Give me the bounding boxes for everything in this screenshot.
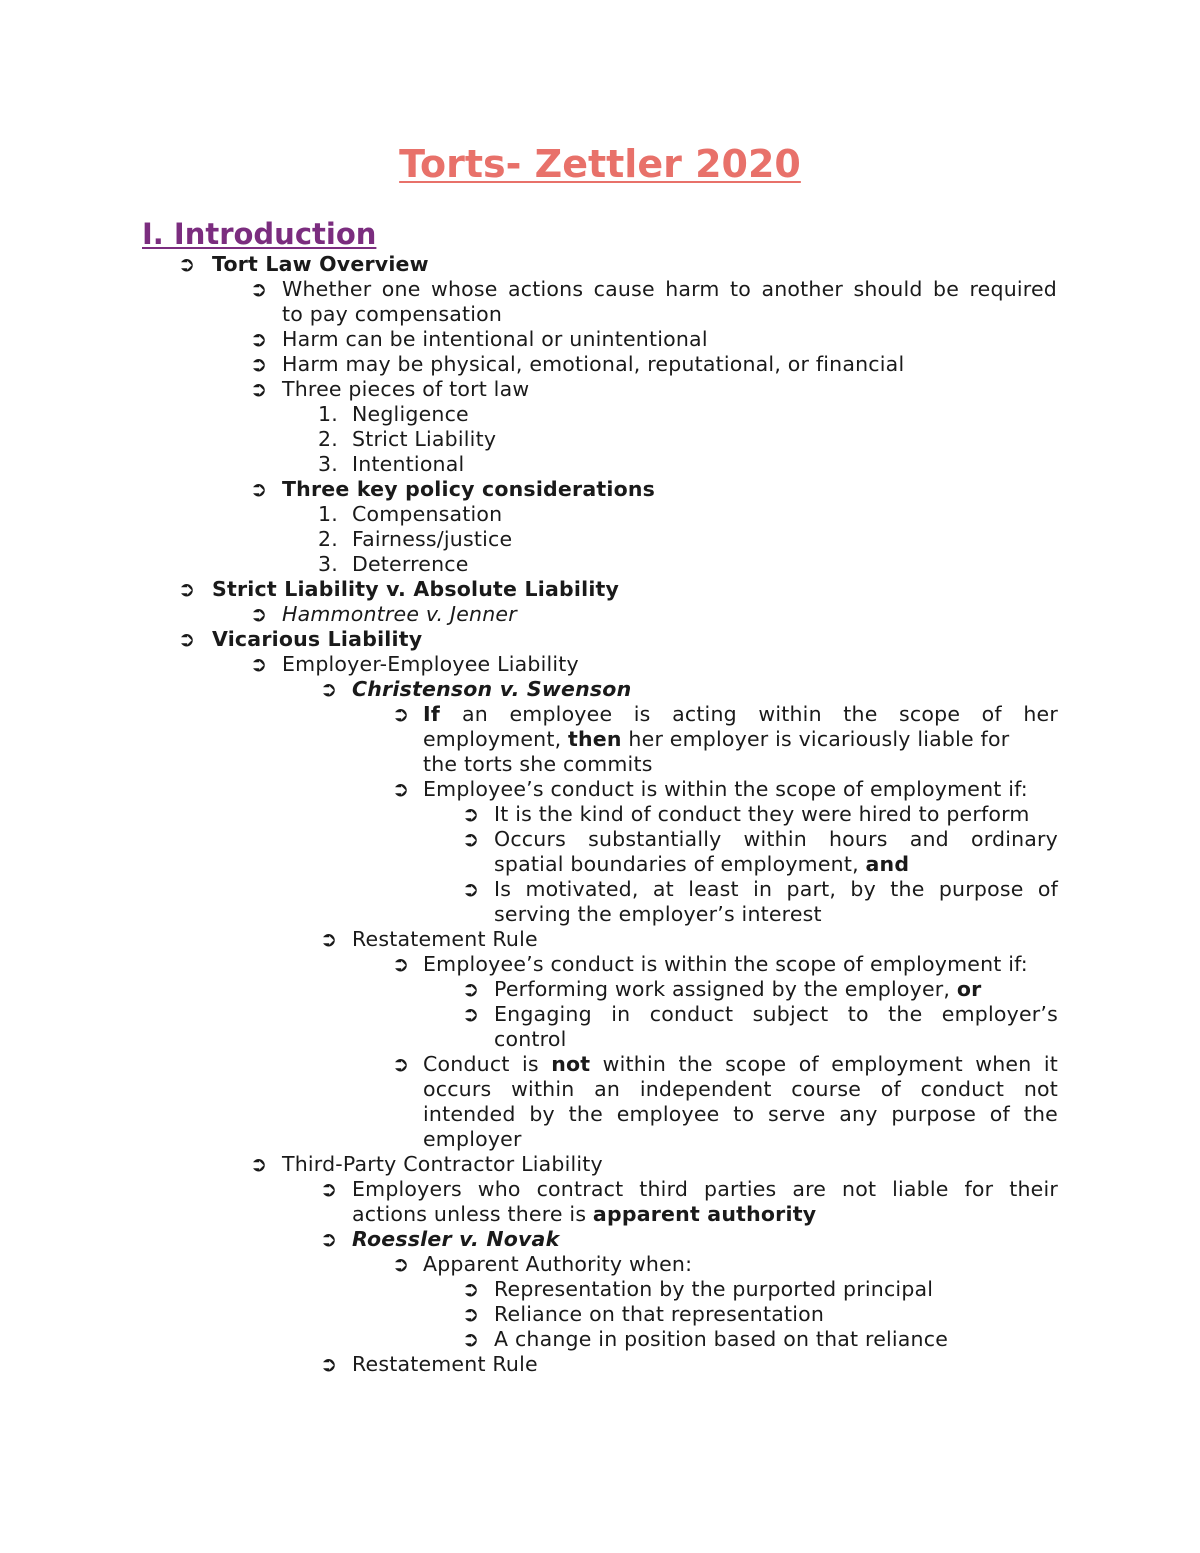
outline-text: It is the kind of conduct they were hired to perform — [494, 802, 1030, 826]
curved-arrow-bullet-icon: ➲ — [462, 1327, 480, 1351]
list-number: 2. — [318, 427, 338, 451]
outline-text: control — [494, 1027, 567, 1051]
list-item-continuation — [0, 302, 1200, 327]
curved-arrow-bullet-icon: ➲ — [392, 1252, 410, 1276]
outline-text: Reliance on that representation — [494, 1302, 825, 1326]
outline-text: Employee’s conduct is within the scope of employment if: — [423, 952, 1028, 976]
list-item — [0, 827, 1200, 852]
outline-text: serving the employer’s interest — [494, 902, 822, 926]
list-item — [0, 952, 1200, 977]
case-name: Christenson v. Swenson — [352, 677, 632, 701]
outline-text: Harm can be intentional or unintentional — [282, 327, 708, 351]
curved-arrow-bullet-icon: ➲ — [462, 877, 480, 901]
list-item-continuation — [0, 1127, 1200, 1152]
numbered-item — [0, 452, 1200, 477]
case-name: Roessler v. Novak — [352, 1227, 560, 1251]
list-item — [0, 702, 1200, 727]
list-item-continuation — [0, 752, 1200, 777]
list-item — [0, 877, 1200, 902]
numbered-item — [0, 427, 1200, 452]
list-item — [0, 1302, 1200, 1327]
curved-arrow-bullet-icon: ➲ — [250, 377, 268, 401]
list-item — [0, 602, 1200, 627]
outline-text: intended by the employee to serve any purpose of the — [423, 1102, 1058, 1126]
outline-text: Employer-Employee Liability — [282, 652, 579, 676]
list-item — [0, 777, 1200, 802]
list-item — [0, 327, 1200, 352]
curved-arrow-bullet-icon: ➲ — [250, 277, 268, 301]
curved-arrow-bullet-icon: ➲ — [320, 1352, 338, 1376]
list-item-continuation — [0, 1077, 1200, 1102]
curved-arrow-bullet-icon: ➲ — [320, 677, 338, 701]
list-number: 1. — [318, 402, 338, 426]
curved-arrow-bullet-icon: ➲ — [320, 1177, 338, 1201]
curved-arrow-bullet-icon: ➲ — [178, 577, 196, 601]
outline-text: Compensation — [352, 502, 503, 526]
outline-text: A change in position based on that reliance — [494, 1327, 949, 1351]
list-item — [0, 652, 1200, 677]
outline-text: the torts she commits — [423, 752, 653, 776]
list-number: 3. — [318, 452, 338, 476]
outline-text: Negligence — [352, 402, 469, 426]
curved-arrow-bullet-icon: ➲ — [250, 352, 268, 376]
outline-text: Tort Law Overview — [212, 252, 429, 276]
outline-text: occurs within an independent course of conduct not — [423, 1077, 1058, 1101]
list-item — [0, 252, 1200, 277]
curved-arrow-bullet-icon: ➲ — [178, 252, 196, 276]
numbered-item — [0, 502, 1200, 527]
outline-text: Performing work assigned by the employer, or — [494, 977, 982, 1001]
list-number: 1. — [318, 502, 338, 526]
outline-text: spatial boundaries of employment, and — [494, 852, 910, 876]
document-title: Torts- Zettler 2020 — [399, 142, 801, 186]
list-item — [0, 927, 1200, 952]
list-item — [0, 1052, 1200, 1077]
list-item — [0, 802, 1200, 827]
outline-text: an employee is acting within the scope of her — [462, 702, 1058, 726]
curved-arrow-bullet-icon: ➲ — [392, 952, 410, 976]
list-item — [0, 627, 1200, 652]
list-item — [0, 677, 1200, 702]
list-item-continuation — [0, 852, 1200, 877]
outline-text: Third-Party Contractor Liability — [282, 1152, 603, 1176]
curved-arrow-bullet-icon: ➲ — [250, 327, 268, 351]
curved-arrow-bullet-icon: ➲ — [392, 1052, 410, 1076]
outline-text: Three key policy considerations — [282, 477, 656, 501]
outline-text: Engaging in conduct subject to the employer’s — [494, 1002, 1058, 1026]
curved-arrow-bullet-icon: ➲ — [462, 802, 480, 826]
list-item — [0, 1177, 1200, 1202]
outline-text: Strict Liability v. Absolute Liability — [212, 577, 620, 601]
outline-list — [0, 252, 1200, 1377]
curved-arrow-bullet-icon: ➲ — [392, 777, 410, 801]
curved-arrow-bullet-icon: ➲ — [250, 652, 268, 676]
outline-text: Intentional — [352, 452, 465, 476]
list-item — [0, 477, 1200, 502]
outline-text: employer — [423, 1127, 522, 1151]
outline-text: Deterrence — [352, 552, 469, 576]
outline-text: Employee’s conduct is within the scope of employment if: — [423, 777, 1028, 801]
outline-text: to pay compensation — [282, 302, 503, 326]
list-item — [0, 1002, 1200, 1027]
curved-arrow-bullet-icon: ➲ — [250, 602, 268, 626]
list-item — [0, 1352, 1200, 1377]
list-item — [0, 377, 1200, 402]
outline-text: Fairness/justice — [352, 527, 513, 551]
outline-text: actions unless there is apparent authority — [352, 1202, 817, 1226]
list-item — [0, 1252, 1200, 1277]
curved-arrow-bullet-icon: ➲ — [462, 827, 480, 851]
outline-text: Is motivated, at least in part, by the purpose of — [494, 877, 1058, 901]
list-item — [0, 352, 1200, 377]
outline-text: Occurs substantially within hours and ordinary — [494, 827, 1058, 851]
list-item — [0, 977, 1200, 1002]
list-number: 3. — [318, 552, 338, 576]
list-item-continuation — [0, 1102, 1200, 1127]
list-item — [0, 1227, 1200, 1252]
curved-arrow-bullet-icon: ➲ — [462, 1302, 480, 1326]
outline-text: Harm may be physical, emotional, reputational, or financial — [282, 352, 905, 376]
outline-text: Three pieces of tort law — [282, 377, 530, 401]
outline-text: Restatement Rule — [352, 1352, 538, 1376]
list-item-continuation — [0, 727, 1200, 752]
case-name: Hammontree v. Jenner — [282, 602, 517, 626]
outline-text: Conduct is not within the scope of employment when it — [423, 1052, 1058, 1076]
outline-text: Strict Liability — [352, 427, 497, 451]
list-number: 2. — [318, 527, 338, 551]
curved-arrow-bullet-icon: ➲ — [462, 1002, 480, 1026]
list-item-continuation — [0, 1202, 1200, 1227]
curved-arrow-bullet-icon: ➲ — [178, 627, 196, 651]
list-item-continuation — [0, 1027, 1200, 1052]
curved-arrow-bullet-icon: ➲ — [320, 927, 338, 951]
curved-arrow-bullet-icon: ➲ — [250, 1152, 268, 1176]
curved-arrow-bullet-icon: ➲ — [250, 477, 268, 501]
list-item — [0, 1277, 1200, 1302]
list-item — [0, 577, 1200, 602]
list-item-continuation — [0, 902, 1200, 927]
outline-text: Representation by the purported principal — [494, 1277, 934, 1301]
list-item — [0, 1152, 1200, 1177]
list-item — [0, 1327, 1200, 1352]
outline-text: Apparent Authority when: — [423, 1252, 693, 1276]
numbered-item — [0, 527, 1200, 552]
outline-text: employment, then her employer is vicariously liable for — [423, 727, 1010, 751]
outline-text: Employers who contract third parties are not liable for their — [352, 1177, 1058, 1201]
outline-text: Whether one whose actions cause harm to another should be required — [282, 277, 1057, 301]
numbered-item — [0, 402, 1200, 427]
outline-text: Restatement Rule — [352, 927, 538, 951]
curved-arrow-bullet-icon: ➲ — [320, 1227, 338, 1251]
numbered-item — [0, 552, 1200, 577]
list-item — [0, 277, 1200, 302]
curved-arrow-bullet-icon: ➲ — [462, 977, 480, 1001]
outline-text: If — [423, 702, 440, 726]
section-heading-introduction: I. Introduction — [142, 217, 377, 251]
curved-arrow-bullet-icon: ➲ — [462, 1277, 480, 1301]
curved-arrow-bullet-icon: ➲ — [392, 702, 410, 726]
outline-text: Vicarious Liability — [212, 627, 423, 651]
